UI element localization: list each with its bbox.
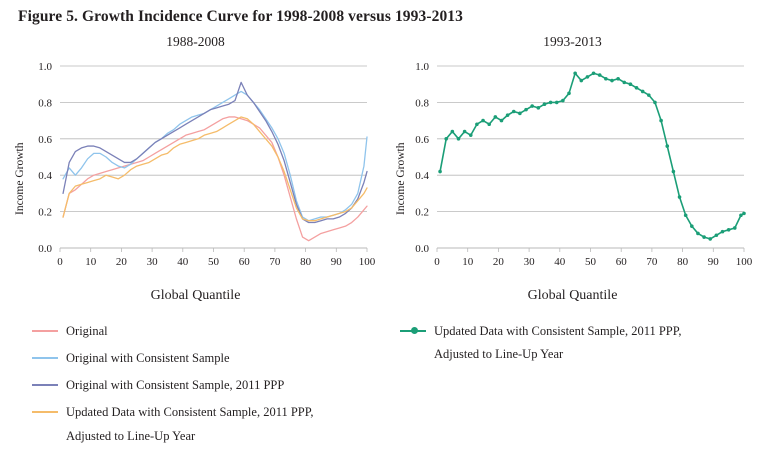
svg-text:0: 0 [434, 256, 440, 268]
chart-panel-left [8, 30, 383, 340]
svg-text:60: 60 [238, 256, 250, 268]
chart-panel-right [385, 30, 760, 340]
svg-text:90: 90 [707, 256, 719, 268]
legend-label-continued: Adjusted to Line-Up Year [66, 428, 196, 443]
legend-item [32, 403, 382, 421]
legend-label: Original [66, 324, 108, 338]
svg-text:70: 70 [269, 256, 281, 268]
legend-line-dot-icon [400, 325, 426, 337]
svg-text:1.0: 1.0 [415, 61, 429, 73]
svg-text:0.2: 0.2 [415, 206, 429, 219]
legend-item [32, 349, 382, 367]
svg-text:80: 80 [300, 256, 312, 268]
legend-label: Updated Data with Consistent Sample, 2011 PPP, [66, 405, 314, 420]
svg-text:70: 70 [646, 256, 658, 268]
svg-text:10: 10 [85, 256, 97, 268]
svg-text:1.0: 1.0 [38, 61, 52, 73]
panel-right-svg [385, 56, 760, 286]
svg-text:60: 60 [615, 256, 627, 268]
panel-right-y-axis-label: Income Growth [395, 142, 407, 215]
panel-left-title: 1988-2008 [166, 34, 225, 49]
legend-label: Original with Consistent Sample [66, 351, 230, 366]
panel-right-plot [385, 56, 760, 286]
svg-text:0.6: 0.6 [38, 133, 52, 146]
svg-text:0.0: 0.0 [38, 243, 52, 255]
legend-line-icon [32, 379, 58, 391]
legend-line-icon [32, 325, 58, 337]
svg-text:80: 80 [677, 256, 689, 268]
svg-text:0: 0 [57, 256, 63, 268]
svg-text:30: 30 [146, 256, 158, 268]
svg-text:0.0: 0.0 [415, 243, 429, 255]
svg-text:100: 100 [735, 256, 753, 268]
legend-label: Original with Consistent Sample, 2011 PPP [66, 378, 285, 393]
svg-text:100: 100 [358, 256, 376, 268]
svg-text:0.8: 0.8 [415, 97, 429, 110]
svg-text:0.2: 0.2 [38, 206, 52, 219]
panel-left-svg [8, 56, 383, 286]
svg-text:10: 10 [462, 256, 474, 268]
svg-text:0.6: 0.6 [415, 133, 429, 146]
legend-item [400, 322, 760, 340]
svg-text:0.4: 0.4 [38, 170, 52, 183]
legend-right [400, 322, 760, 372]
svg-text:0.8: 0.8 [38, 97, 52, 110]
svg-text:50: 50 [208, 256, 219, 268]
legend-line-icon [32, 352, 58, 364]
legend-left [32, 322, 382, 454]
panel-right-title: 1993-2013 [543, 34, 602, 49]
svg-text:40: 40 [554, 256, 566, 268]
svg-text:40: 40 [177, 256, 189, 268]
legend-label-continued: Adjusted to Line-Up Year [434, 347, 564, 362]
legend-item [32, 376, 382, 394]
svg-text:0.4: 0.4 [415, 170, 429, 183]
svg-text:90: 90 [330, 256, 342, 268]
svg-text:50: 50 [585, 256, 596, 268]
figure-title: Figure 5. Growth Incidence Curve for 1998-2008 versus 1993-2013 [18, 8, 463, 25]
svg-text:30: 30 [523, 256, 535, 268]
legend-item [32, 322, 382, 340]
svg-text:20: 20 [115, 256, 127, 268]
legend-line-icon [32, 406, 58, 418]
panel-left-y-axis-label: Income Growth [14, 142, 26, 215]
panel-left-plot [8, 56, 383, 286]
panel-left-x-axis-label: Global Quantile [150, 288, 241, 303]
svg-text:20: 20 [492, 256, 504, 268]
panel-right-x-axis-label: Global Quantile [527, 288, 618, 303]
legend-label: Updated Data with Consistent Sample, 2011 PPP, [434, 324, 682, 338]
